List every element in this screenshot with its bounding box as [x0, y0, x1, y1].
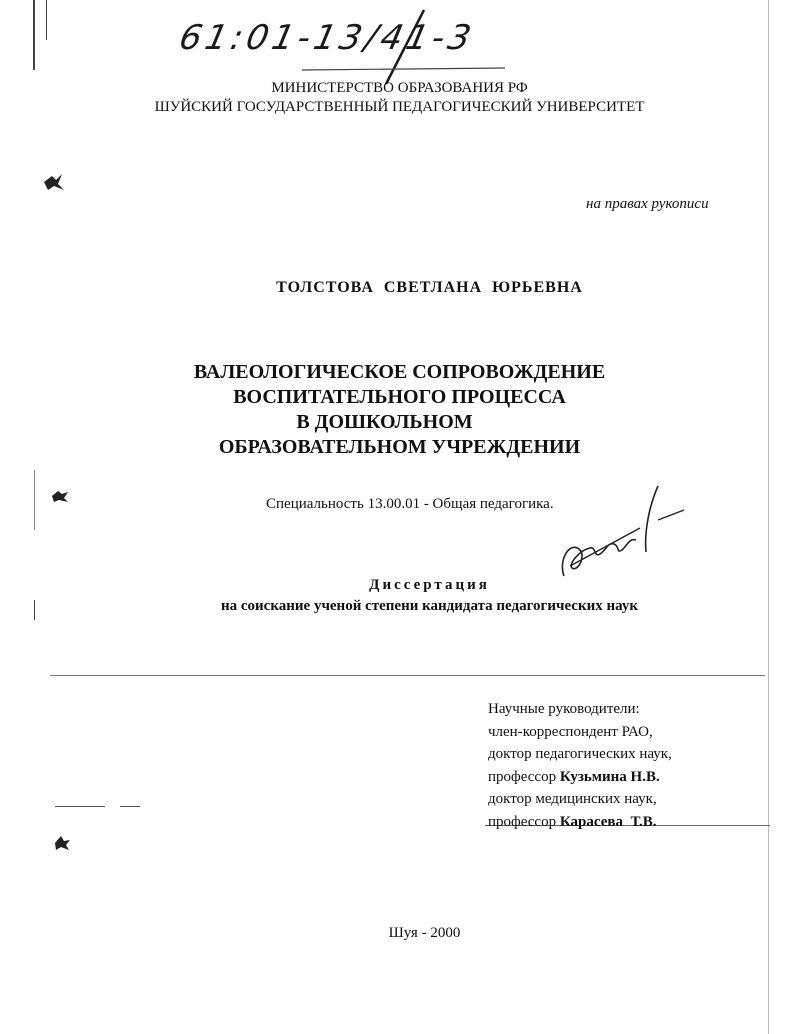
title-line: ВОСПИТАТЕЛЬНОГО ПРОЦЕССА	[233, 386, 566, 408]
manuscript-rights-note: на правах рукописи	[586, 196, 709, 212]
scan-rule	[120, 806, 140, 807]
title-line: ВАЛЕОЛОГИЧЕСКОЕ СОПРОВОЖДЕНИЕ	[193, 361, 606, 383]
archive-code-stamp: 61:01-13/41-3	[175, 18, 479, 58]
ministry-name: МИНИСТЕРСТВО ОБРАЗОВАНИЯ РФ	[271, 80, 528, 96]
punch-mark-icon	[42, 172, 66, 192]
dissertation-heading: Диссертация	[369, 577, 490, 593]
advisor-name: Карасева Т.В.	[559, 813, 657, 830]
title-line: ОБРАЗОВАТЕЛЬНОМ УЧРЕЖДЕНИИ	[218, 436, 581, 458]
advisor-name: Кузьмина Н.В.	[559, 768, 660, 785]
punch-mark-icon	[50, 488, 70, 504]
scan-rule	[55, 806, 105, 807]
advisor-title: профессор	[488, 768, 560, 785]
stamp-underline-icon	[300, 64, 510, 74]
author-name: ТОЛСТОВА СВЕТЛАНА ЮРЬЕВНА	[276, 279, 583, 296]
city-year: Шуя - 2000	[388, 925, 461, 941]
dissertation-subtitle: на соискание ученой степени кандидата педагогических наук	[220, 598, 639, 614]
scan-edge-line	[34, 470, 35, 530]
advisor-title: член-корреспондент РАО,	[488, 723, 653, 740]
advisor-entry	[488, 811, 672, 834]
scan-edge-line	[46, 0, 47, 40]
dissertation-title	[0, 360, 799, 460]
scientific-advisors	[488, 698, 672, 833]
title-line: В ДОШКОЛЬНОМ	[296, 411, 473, 433]
signature-icon	[550, 480, 690, 590]
advisor-entry	[488, 766, 672, 789]
stamp-slash-icon	[380, 8, 430, 88]
scan-edge-line	[768, 0, 769, 1034]
scan-edge-line	[33, 0, 35, 70]
advisor-title: доктор педагогических наук,	[488, 746, 672, 762]
advisor-title: профессор	[488, 813, 560, 830]
punch-mark-icon	[52, 834, 72, 852]
advisors-heading: Научные руководители:	[488, 701, 640, 717]
university-name: ШУЙСКИЙ ГОСУДАРСТВЕННЫЙ ПЕДАГОГИЧЕСКИЙ УНИВЕРСИТЕТ	[154, 99, 645, 115]
specialty-line: Специальность 13.00.01 - Общая педагогика.	[266, 496, 554, 512]
advisor-title: доктор медицинских наук,	[488, 791, 657, 807]
scan-rule	[50, 675, 765, 676]
